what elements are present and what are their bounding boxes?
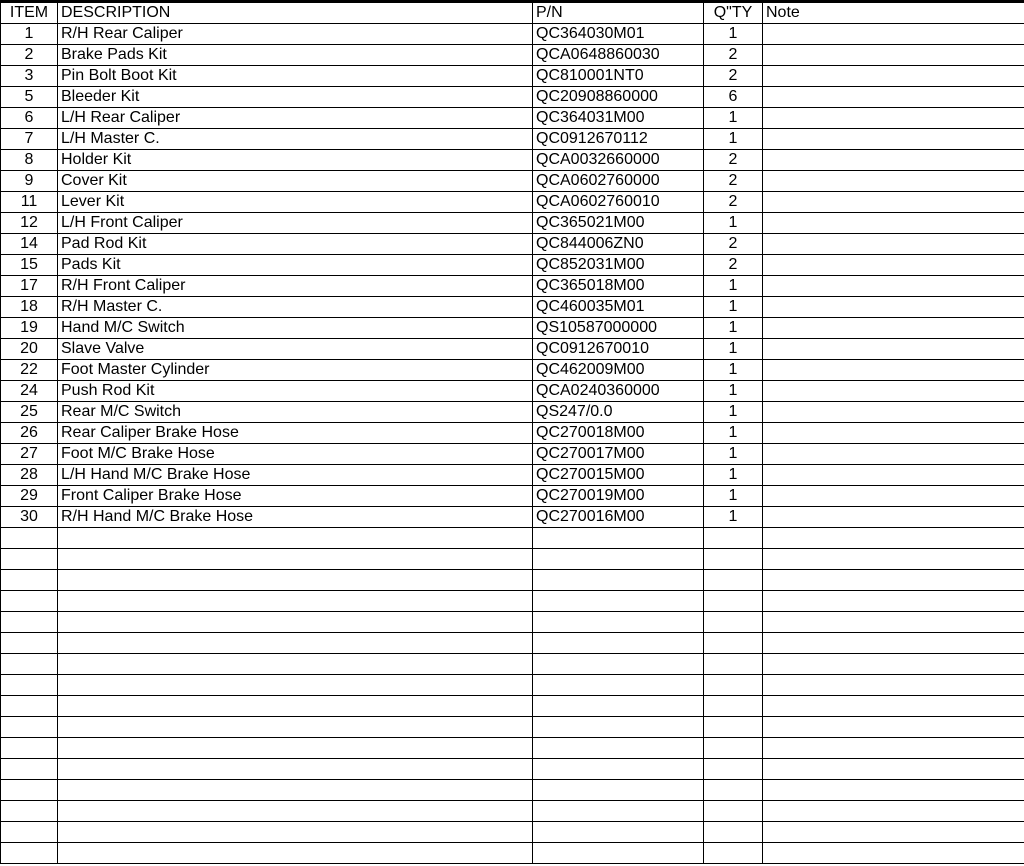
table-row xyxy=(1,423,1024,444)
empty-quantity-cell xyxy=(704,780,763,801)
empty-note-cell xyxy=(763,738,1024,759)
quantity-cell: 1 xyxy=(704,297,763,318)
note-cell xyxy=(763,297,1024,318)
empty-description-cell xyxy=(58,759,533,780)
empty-description-cell xyxy=(58,780,533,801)
empty-quantity-cell xyxy=(704,696,763,717)
quantity-cell: 1 xyxy=(704,129,763,150)
empty-part-number-cell xyxy=(533,801,704,822)
empty-quantity-cell xyxy=(704,759,763,780)
description-cell: R/H Front Caliper xyxy=(58,276,533,297)
table-row xyxy=(1,24,1024,45)
table-row xyxy=(1,108,1024,129)
empty-note-cell xyxy=(763,570,1024,591)
description-cell: Pin Bolt Boot Kit xyxy=(58,66,533,87)
description-cell: L/H Front Caliper xyxy=(58,213,533,234)
parts-table-body xyxy=(1,24,1024,864)
empty-row xyxy=(1,570,1024,591)
header-item: ITEM xyxy=(1,3,58,24)
header-description: DESCRIPTION xyxy=(58,3,533,24)
header-part-number: P/N xyxy=(533,3,704,24)
table-row xyxy=(1,234,1024,255)
note-cell xyxy=(763,45,1024,66)
empty-row xyxy=(1,780,1024,801)
table-row xyxy=(1,297,1024,318)
item-cell: 24 xyxy=(1,381,58,402)
table-row xyxy=(1,381,1024,402)
quantity-cell: 1 xyxy=(704,381,763,402)
table-row xyxy=(1,360,1024,381)
note-cell xyxy=(763,192,1024,213)
description-cell: Foot Master Cylinder xyxy=(58,360,533,381)
empty-row xyxy=(1,654,1024,675)
item-cell: 3 xyxy=(1,66,58,87)
empty-quantity-cell xyxy=(704,801,763,822)
empty-item-cell xyxy=(1,843,58,864)
empty-description-cell xyxy=(58,570,533,591)
table-row xyxy=(1,339,1024,360)
part-number-cell: QC364031M00 xyxy=(533,108,704,129)
empty-item-cell xyxy=(1,633,58,654)
empty-part-number-cell xyxy=(533,675,704,696)
description-cell: Lever Kit xyxy=(58,192,533,213)
description-cell: Bleeder Kit xyxy=(58,87,533,108)
part-number-cell: QC365018M00 xyxy=(533,276,704,297)
description-cell: L/H Rear Caliper xyxy=(58,108,533,129)
table-row xyxy=(1,465,1024,486)
item-cell: 7 xyxy=(1,129,58,150)
part-number-cell: QC364030M01 xyxy=(533,24,704,45)
part-number-cell: QC20908860000 xyxy=(533,87,704,108)
description-cell: Brake Pads Kit xyxy=(58,45,533,66)
empty-row xyxy=(1,717,1024,738)
part-number-cell: QC270019M00 xyxy=(533,486,704,507)
table-header-row xyxy=(1,3,1024,24)
table-row xyxy=(1,129,1024,150)
quantity-cell: 1 xyxy=(704,318,763,339)
empty-note-cell xyxy=(763,780,1024,801)
header-note: Note xyxy=(763,3,1024,24)
quantity-cell: 1 xyxy=(704,360,763,381)
empty-item-cell xyxy=(1,780,58,801)
item-cell: 2 xyxy=(1,45,58,66)
empty-quantity-cell xyxy=(704,822,763,843)
part-number-cell: QCA0602760000 xyxy=(533,171,704,192)
empty-quantity-cell xyxy=(704,549,763,570)
empty-description-cell xyxy=(58,633,533,654)
note-cell xyxy=(763,444,1024,465)
note-cell xyxy=(763,465,1024,486)
quantity-cell: 1 xyxy=(704,486,763,507)
empty-item-cell xyxy=(1,738,58,759)
empty-note-cell xyxy=(763,528,1024,549)
empty-note-cell xyxy=(763,801,1024,822)
empty-quantity-cell xyxy=(704,612,763,633)
part-number-cell: QC844006ZN0 xyxy=(533,234,704,255)
empty-part-number-cell xyxy=(533,738,704,759)
quantity-cell: 1 xyxy=(704,402,763,423)
item-cell: 22 xyxy=(1,360,58,381)
quantity-cell: 2 xyxy=(704,171,763,192)
part-number-cell: QC852031M00 xyxy=(533,255,704,276)
item-cell: 11 xyxy=(1,192,58,213)
empty-item-cell xyxy=(1,801,58,822)
quantity-cell: 2 xyxy=(704,150,763,171)
part-number-cell: QC270018M00 xyxy=(533,423,704,444)
part-number-cell: QC810001NT0 xyxy=(533,66,704,87)
item-cell: 8 xyxy=(1,150,58,171)
empty-quantity-cell xyxy=(704,843,763,864)
description-cell: R/H Master C. xyxy=(58,297,533,318)
empty-note-cell xyxy=(763,822,1024,843)
empty-item-cell xyxy=(1,612,58,633)
part-number-cell: QS10587000000 xyxy=(533,318,704,339)
empty-part-number-cell xyxy=(533,528,704,549)
item-cell: 5 xyxy=(1,87,58,108)
quantity-cell: 1 xyxy=(704,213,763,234)
part-number-cell: QC270015M00 xyxy=(533,465,704,486)
note-cell xyxy=(763,213,1024,234)
quantity-cell: 1 xyxy=(704,465,763,486)
empty-part-number-cell xyxy=(533,822,704,843)
table-row xyxy=(1,66,1024,87)
empty-part-number-cell xyxy=(533,570,704,591)
note-cell xyxy=(763,402,1024,423)
empty-row xyxy=(1,759,1024,780)
description-cell: Rear Caliper Brake Hose xyxy=(58,423,533,444)
empty-part-number-cell xyxy=(533,633,704,654)
table-row xyxy=(1,507,1024,528)
note-cell xyxy=(763,87,1024,108)
item-cell: 1 xyxy=(1,24,58,45)
note-cell xyxy=(763,360,1024,381)
empty-note-cell xyxy=(763,717,1024,738)
empty-note-cell xyxy=(763,549,1024,570)
part-number-cell: QCA0648860030 xyxy=(533,45,704,66)
empty-note-cell xyxy=(763,654,1024,675)
description-cell: Pad Rod Kit xyxy=(58,234,533,255)
item-cell: 17 xyxy=(1,276,58,297)
item-cell: 19 xyxy=(1,318,58,339)
empty-row xyxy=(1,843,1024,864)
empty-quantity-cell xyxy=(704,738,763,759)
empty-note-cell xyxy=(763,696,1024,717)
description-cell: R/H Rear Caliper xyxy=(58,24,533,45)
part-number-cell: QCA0240360000 xyxy=(533,381,704,402)
table-row xyxy=(1,87,1024,108)
note-cell xyxy=(763,150,1024,171)
note-cell xyxy=(763,108,1024,129)
empty-row xyxy=(1,696,1024,717)
table-row xyxy=(1,213,1024,234)
table-row xyxy=(1,402,1024,423)
note-cell xyxy=(763,381,1024,402)
empty-item-cell xyxy=(1,717,58,738)
empty-description-cell xyxy=(58,822,533,843)
note-cell xyxy=(763,507,1024,528)
part-number-cell: QC365021M00 xyxy=(533,213,704,234)
item-cell: 18 xyxy=(1,297,58,318)
empty-row xyxy=(1,591,1024,612)
empty-note-cell xyxy=(763,591,1024,612)
part-number-cell: QC270016M00 xyxy=(533,507,704,528)
part-number-cell: QC270017M00 xyxy=(533,444,704,465)
empty-item-cell xyxy=(1,528,58,549)
table-row xyxy=(1,192,1024,213)
empty-row xyxy=(1,801,1024,822)
quantity-cell: 2 xyxy=(704,192,763,213)
empty-item-cell xyxy=(1,570,58,591)
empty-note-cell xyxy=(763,612,1024,633)
note-cell xyxy=(763,276,1024,297)
description-cell: Hand M/C Switch xyxy=(58,318,533,339)
note-cell xyxy=(763,234,1024,255)
description-cell: Front Caliper Brake Hose xyxy=(58,486,533,507)
item-cell: 29 xyxy=(1,486,58,507)
item-cell: 27 xyxy=(1,444,58,465)
quantity-cell: 1 xyxy=(704,276,763,297)
empty-item-cell xyxy=(1,549,58,570)
empty-description-cell xyxy=(58,717,533,738)
note-cell xyxy=(763,423,1024,444)
item-cell: 9 xyxy=(1,171,58,192)
note-cell xyxy=(763,171,1024,192)
empty-part-number-cell xyxy=(533,696,704,717)
quantity-cell: 1 xyxy=(704,339,763,360)
empty-description-cell xyxy=(58,675,533,696)
part-number-cell: QC0912670010 xyxy=(533,339,704,360)
description-cell: Holder Kit xyxy=(58,150,533,171)
empty-description-cell xyxy=(58,738,533,759)
description-cell: L/H Hand M/C Brake Hose xyxy=(58,465,533,486)
header-quantity: Q"TY xyxy=(704,3,763,24)
quantity-cell: 1 xyxy=(704,507,763,528)
description-cell: L/H Master C. xyxy=(58,129,533,150)
empty-row xyxy=(1,528,1024,549)
quantity-cell: 1 xyxy=(704,108,763,129)
quantity-cell: 2 xyxy=(704,45,763,66)
empty-quantity-cell xyxy=(704,675,763,696)
quantity-cell: 6 xyxy=(704,87,763,108)
table-row xyxy=(1,255,1024,276)
empty-item-cell xyxy=(1,675,58,696)
empty-note-cell xyxy=(763,759,1024,780)
quantity-cell: 2 xyxy=(704,66,763,87)
table-row xyxy=(1,45,1024,66)
empty-part-number-cell xyxy=(533,654,704,675)
description-cell: Slave Valve xyxy=(58,339,533,360)
empty-part-number-cell xyxy=(533,717,704,738)
part-number-cell: QC462009M00 xyxy=(533,360,704,381)
empty-row xyxy=(1,675,1024,696)
table-row xyxy=(1,276,1024,297)
empty-row xyxy=(1,633,1024,654)
item-cell: 25 xyxy=(1,402,58,423)
part-number-cell: QCA0032660000 xyxy=(533,150,704,171)
table-row xyxy=(1,486,1024,507)
empty-description-cell xyxy=(58,654,533,675)
empty-note-cell xyxy=(763,633,1024,654)
note-cell xyxy=(763,255,1024,276)
empty-row xyxy=(1,612,1024,633)
empty-quantity-cell xyxy=(704,570,763,591)
item-cell: 26 xyxy=(1,423,58,444)
empty-description-cell xyxy=(58,612,533,633)
item-cell: 14 xyxy=(1,234,58,255)
empty-quantity-cell xyxy=(704,654,763,675)
table-row xyxy=(1,444,1024,465)
part-number-cell: QCA0602760010 xyxy=(533,192,704,213)
quantity-cell: 1 xyxy=(704,423,763,444)
item-cell: 15 xyxy=(1,255,58,276)
empty-item-cell xyxy=(1,591,58,612)
empty-row xyxy=(1,822,1024,843)
item-cell: 20 xyxy=(1,339,58,360)
empty-quantity-cell xyxy=(704,528,763,549)
empty-quantity-cell xyxy=(704,591,763,612)
description-cell: R/H Hand M/C Brake Hose xyxy=(58,507,533,528)
empty-part-number-cell xyxy=(533,843,704,864)
table-row xyxy=(1,171,1024,192)
empty-part-number-cell xyxy=(533,759,704,780)
empty-part-number-cell xyxy=(533,591,704,612)
table-row xyxy=(1,150,1024,171)
empty-item-cell xyxy=(1,822,58,843)
empty-item-cell xyxy=(1,696,58,717)
empty-description-cell xyxy=(58,528,533,549)
description-cell: Pads Kit xyxy=(58,255,533,276)
note-cell xyxy=(763,24,1024,45)
empty-item-cell xyxy=(1,654,58,675)
empty-part-number-cell xyxy=(533,612,704,633)
note-cell xyxy=(763,66,1024,87)
description-cell: Push Rod Kit xyxy=(58,381,533,402)
empty-note-cell xyxy=(763,843,1024,864)
description-cell: Rear M/C Switch xyxy=(58,402,533,423)
empty-description-cell xyxy=(58,696,533,717)
empty-item-cell xyxy=(1,759,58,780)
empty-part-number-cell xyxy=(533,780,704,801)
note-cell xyxy=(763,318,1024,339)
part-number-cell: QS247/0.0 xyxy=(533,402,704,423)
empty-description-cell xyxy=(58,591,533,612)
empty-row xyxy=(1,549,1024,570)
item-cell: 28 xyxy=(1,465,58,486)
empty-description-cell xyxy=(58,843,533,864)
table-row xyxy=(1,318,1024,339)
empty-quantity-cell xyxy=(704,633,763,654)
description-cell: Foot M/C Brake Hose xyxy=(58,444,533,465)
note-cell xyxy=(763,486,1024,507)
empty-note-cell xyxy=(763,675,1024,696)
empty-row xyxy=(1,738,1024,759)
part-number-cell: QC0912670112 xyxy=(533,129,704,150)
item-cell: 30 xyxy=(1,507,58,528)
item-cell: 6 xyxy=(1,108,58,129)
quantity-cell: 2 xyxy=(704,234,763,255)
note-cell xyxy=(763,339,1024,360)
empty-description-cell xyxy=(58,801,533,822)
item-cell: 12 xyxy=(1,213,58,234)
quantity-cell: 1 xyxy=(704,444,763,465)
note-cell xyxy=(763,129,1024,150)
quantity-cell: 1 xyxy=(704,24,763,45)
part-number-cell: QC460035M01 xyxy=(533,297,704,318)
quantity-cell: 2 xyxy=(704,255,763,276)
empty-part-number-cell xyxy=(533,549,704,570)
parts-table xyxy=(0,3,1024,864)
empty-quantity-cell xyxy=(704,717,763,738)
description-cell: Cover Kit xyxy=(58,171,533,192)
empty-description-cell xyxy=(58,549,533,570)
